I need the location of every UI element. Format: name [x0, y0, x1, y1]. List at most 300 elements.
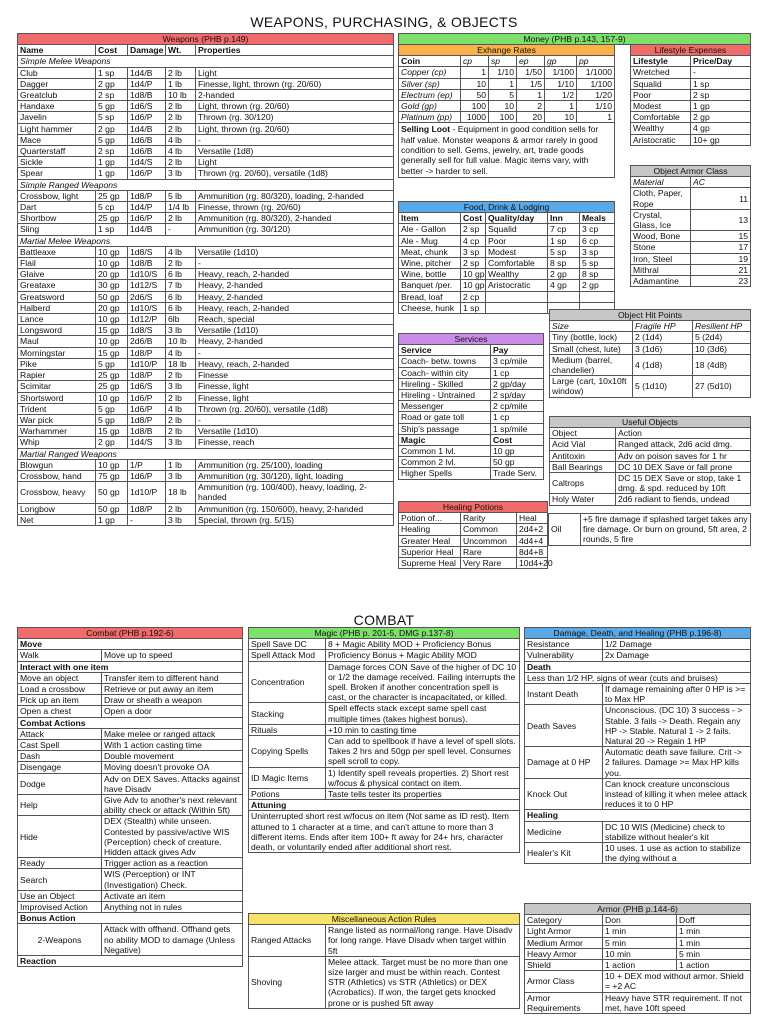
- rule-name: Healer's Kit: [525, 843, 603, 864]
- weapon-row: [18, 78, 394, 89]
- cell: 1 gp: [691, 101, 751, 112]
- cell: Wealthy: [631, 123, 691, 134]
- cell: 6 cp: [580, 235, 615, 246]
- rule-row: [249, 925, 520, 957]
- weapon-weight: 2 lb: [166, 370, 196, 381]
- weapon-weight: 2 lb: [166, 392, 196, 403]
- weapon-weight: 10 lb: [166, 90, 196, 101]
- cell: [486, 302, 548, 313]
- rate-value: 1/5: [517, 78, 545, 89]
- weapon-cost: 15 gp: [96, 347, 128, 358]
- weapon-damage: 1d4/B: [128, 67, 166, 78]
- rule-text: Transfer item to different hand: [102, 672, 243, 683]
- weapon-weight: 2 lb: [166, 213, 196, 224]
- cell: DC 15 DEX Save or stop, take 1 dmg. & spd. reduced by 10ft: [616, 473, 751, 494]
- cell: Heavy Armor: [525, 948, 603, 959]
- column-header: Coin: [399, 56, 461, 67]
- potion-row: [399, 524, 548, 535]
- weapon-cost: 50 gp: [96, 291, 128, 302]
- rate-value: 5: [489, 89, 517, 100]
- rule-row: [18, 684, 243, 695]
- weapon-cost: 10 gp: [96, 459, 128, 470]
- group-label: Simple Melee Weapons: [18, 56, 394, 67]
- exchange-row: [399, 112, 615, 123]
- weapon-damage: 1d6/P: [128, 392, 166, 403]
- cell: Holy Water: [550, 494, 616, 505]
- rule-text: Adv on DEX Saves. Attacks against have Disadv: [102, 773, 243, 794]
- weapon-damage: 1/P: [128, 459, 166, 470]
- weapon-cost: 1 gp: [96, 168, 128, 179]
- rule-name: Spell Attack Mod: [249, 650, 326, 661]
- object-ac-row: [631, 253, 751, 264]
- weapon-damage: 1d4/P: [128, 78, 166, 89]
- cell: 7 cp: [548, 224, 580, 235]
- weapon-cost: 1 gp: [96, 157, 128, 168]
- rule-row: [18, 728, 243, 739]
- weapon-weight: 6 lb: [166, 302, 196, 313]
- weapon-cost: 50 gp: [96, 482, 128, 503]
- weapon-properties: Heavy, reach, 2-handed: [196, 302, 394, 313]
- column-header: Wt.: [166, 45, 196, 56]
- rule-name: Walk: [18, 650, 102, 661]
- cell: Comfortable: [486, 258, 548, 269]
- rate-value: 1/1000: [577, 67, 615, 78]
- rule-name: Attack: [18, 728, 102, 739]
- service-row: [399, 401, 544, 412]
- service-row: [399, 378, 544, 389]
- cell: Ranged attack, 2d6 acid dmg.: [616, 439, 751, 450]
- weapon-damage: 1d6/B: [128, 134, 166, 145]
- weapon-name: Halberd: [18, 302, 96, 313]
- weapon-damage: 1d6/P: [128, 403, 166, 414]
- rule-name: ID Magic Items: [249, 767, 326, 788]
- weapon-cost: 20 gp: [96, 269, 128, 280]
- header-row: [525, 904, 751, 915]
- column-header-row: [399, 56, 615, 67]
- weapon-weight: 4 lb: [166, 146, 196, 157]
- rule-text: Can add to spellbook if have a level of spell slots. Takes 2 hrs and 50gp per spell level. Consumes spell scroll to copy.: [326, 736, 520, 768]
- weapon-cost: 2 gp: [96, 123, 128, 134]
- potion-row: [399, 558, 548, 569]
- weapon-cost: 25 gp: [96, 381, 128, 392]
- cell: 5 sp: [580, 258, 615, 269]
- cell: Hireling - Skilled: [399, 378, 491, 389]
- weapon-cost: 10 gp: [96, 336, 128, 347]
- rate-value: 1: [461, 67, 489, 78]
- rule-name: Dodge: [18, 773, 102, 794]
- weapon-cost: 10 gp: [96, 246, 128, 257]
- rate-value: 50: [461, 89, 489, 100]
- rule-row: [249, 736, 520, 768]
- hp-row: [550, 332, 751, 343]
- group-row: [18, 235, 394, 246]
- cell: Comfortable: [631, 112, 691, 123]
- cell: Ship's passage: [399, 423, 491, 434]
- weapon-name: Mace: [18, 134, 96, 145]
- column-header: sp: [489, 56, 517, 67]
- weapon-cost: 5 gp: [96, 414, 128, 425]
- cell: 10 (3d6): [693, 343, 751, 354]
- rule-text: Activate an item: [102, 890, 243, 901]
- weapon-properties: Ammunition (rg. 25/100), loading: [196, 459, 394, 470]
- cell: Uncommon: [461, 535, 517, 546]
- hp-row: [550, 376, 751, 397]
- header-row: [399, 202, 615, 213]
- rule-name: Hide: [18, 816, 102, 858]
- weapon-weight: 4 lb: [166, 134, 196, 145]
- armor-row: [525, 926, 751, 937]
- rule-text: Make melee or ranged attack: [102, 728, 243, 739]
- weapon-name: Dagger: [18, 78, 96, 89]
- rule-row: [525, 747, 751, 779]
- rule-name: Use an Object: [18, 890, 102, 901]
- weapon-row: [18, 482, 394, 503]
- weapon-row: [18, 134, 394, 145]
- rate-value: 1/50: [517, 67, 545, 78]
- cell: 1 min: [677, 926, 751, 937]
- food-row: [399, 258, 615, 269]
- rule-name: Spell Save DC: [249, 639, 326, 650]
- hp-row: [550, 354, 751, 375]
- rule-row: [249, 956, 520, 1008]
- cell: 2 gp: [580, 280, 615, 291]
- weapon-weight: 4 lb: [166, 246, 196, 257]
- rule-row: [249, 639, 520, 650]
- header-row: [399, 334, 544, 345]
- header-row: [525, 628, 751, 639]
- damage-header: Damage, Death, and Healing (PHB p.196-8): [525, 628, 751, 639]
- cell: 13: [691, 209, 751, 230]
- cell: 3 sp: [461, 246, 486, 257]
- weapon-cost: 5 sp: [96, 112, 128, 123]
- cell: 50 gp: [491, 457, 544, 468]
- cell: 4 (1d8): [633, 354, 693, 375]
- rule-row: [525, 810, 751, 821]
- weapon-cost: 5 gp: [96, 101, 128, 112]
- cell: Medium (barrel, chandelier): [550, 354, 633, 375]
- column-header: Category: [525, 915, 603, 926]
- header-row: [631, 166, 751, 177]
- rule-row: [18, 869, 243, 890]
- coin-name: Copper (cp): [399, 67, 461, 78]
- cell: Meat, chunk: [399, 246, 461, 257]
- service-row: [399, 356, 544, 367]
- weapon-weight: 4 lb: [166, 403, 196, 414]
- header-row: [18, 34, 394, 45]
- cell: 5 sp: [548, 246, 580, 257]
- weapon-row: [18, 67, 394, 78]
- healing-potions-header: Healing Potions: [399, 502, 548, 513]
- cell: Coach- within city: [399, 367, 491, 378]
- header-row: [249, 628, 520, 639]
- weapon-name: Shortsword: [18, 392, 96, 403]
- weapon-cost: 10 gp: [96, 314, 128, 325]
- group-label: Martial Ranged Weapons: [18, 448, 394, 459]
- cell: 17: [691, 242, 751, 253]
- header-row: [399, 45, 615, 56]
- cell: Mithral: [631, 264, 691, 275]
- weapon-name: Flail: [18, 258, 96, 269]
- weapon-properties: Finesse, thrown (rg. 20/60): [196, 202, 394, 213]
- rule-name: Knock Out: [525, 778, 603, 810]
- cell: [548, 291, 580, 302]
- weapon-cost: 1 gp: [96, 514, 128, 525]
- weapon-cost: 1 sp: [96, 67, 128, 78]
- rule-name: Damage at 0 HP: [525, 747, 603, 779]
- weapon-row: [18, 414, 394, 425]
- rule-text: Draw or sheath a weapon: [102, 695, 243, 706]
- weapon-weight: 4 lb: [166, 347, 196, 358]
- cell: 2 gp/day: [491, 378, 544, 389]
- weapon-weight: 3 lb: [166, 325, 196, 336]
- weapon-damage: 1d4/P: [128, 202, 166, 213]
- misc-actions-table: [248, 913, 520, 1009]
- weapon-damage: 1d8/P: [128, 414, 166, 425]
- cell: 1 action: [603, 960, 677, 971]
- cell: Adv on poison saves for 1 hr: [616, 450, 751, 461]
- cell: DC 10 DEX Save or fall prone: [616, 461, 751, 472]
- weapon-weight: 2 lb: [166, 503, 196, 514]
- weapon-name: Spear: [18, 168, 96, 179]
- cell: Light Armor: [525, 926, 603, 937]
- column-header: Name: [18, 45, 96, 56]
- weapon-damage: 2d6/B: [128, 336, 166, 347]
- cell: Aristocratic: [486, 280, 548, 291]
- lifestyle-row: [631, 134, 751, 145]
- object-ac-row: [631, 242, 751, 253]
- useful-row: [550, 473, 751, 494]
- weapon-properties: Reach, special: [196, 314, 394, 325]
- rule-row: [18, 956, 243, 967]
- exchange-table: [398, 44, 615, 178]
- service-row: [399, 423, 544, 434]
- weapon-weight: 3 lb: [166, 470, 196, 481]
- weapon-damage: 1d8/B: [128, 258, 166, 269]
- weapons-header: Weapons (PHB p.149): [18, 34, 394, 45]
- weapon-properties: Finesse, light: [196, 392, 394, 403]
- cell: 10d4+20: [517, 558, 548, 569]
- rule-name: Load a crossbow: [18, 684, 102, 695]
- cell: Stone: [631, 242, 691, 253]
- weapon-cost: 5 gp: [96, 358, 128, 369]
- weapon-properties: -: [196, 347, 394, 358]
- weapon-name: Dart: [18, 202, 96, 213]
- rate-value: 1: [545, 101, 577, 112]
- weapon-properties: Finesse: [196, 370, 394, 381]
- cell: 15: [691, 231, 751, 242]
- header-row: [631, 45, 751, 56]
- cell: 1 sp/mile: [491, 423, 544, 434]
- weapon-name: Longbow: [18, 503, 96, 514]
- healing-potions-table: [398, 501, 553, 569]
- rate-value: 1: [577, 112, 615, 123]
- exchange-header: Exhange Rates: [399, 45, 615, 56]
- weapon-damage: 1d8/P: [128, 190, 166, 201]
- column-header: Material: [631, 177, 691, 188]
- rule-text: 8 + Magic Ability MOD + Proficiency Bonus: [326, 639, 520, 650]
- weapon-damage: 1d6/P: [128, 168, 166, 179]
- column-header: Don: [603, 915, 677, 926]
- rule-text: Move up to speed: [102, 650, 243, 661]
- weapon-weight: 2 lb: [166, 67, 196, 78]
- weapon-cost: 20 gp: [96, 302, 128, 313]
- weapon-row: [18, 258, 394, 269]
- lifestyle-row: [631, 101, 751, 112]
- column-header: ep: [517, 56, 545, 67]
- cell: Ball Bearings: [550, 461, 616, 472]
- weapon-name: Greatsword: [18, 291, 96, 302]
- cell: Squalid: [631, 78, 691, 89]
- rate-value: 1/10: [577, 101, 615, 112]
- column-header: Cost: [96, 45, 128, 56]
- weapon-cost: 10 gp: [96, 258, 128, 269]
- weapon-properties: Thrown (rg. 20/60), versatile (1d8): [196, 168, 394, 179]
- cell: 3 cp: [580, 224, 615, 235]
- rule-text: Anything not in rules: [102, 902, 243, 913]
- weapon-name: Crossbow, light: [18, 190, 96, 201]
- combat-title: COMBAT: [353, 612, 415, 628]
- group-label: Martial Melee Weapons: [18, 235, 394, 246]
- column-header: Inn: [548, 213, 580, 224]
- weapon-cost: 10 gp: [96, 392, 128, 403]
- weapon-damage: 1d8/P: [128, 370, 166, 381]
- rate-value: 10: [461, 78, 489, 89]
- weapon-cost: 2 gp: [96, 78, 128, 89]
- rule-row: [18, 695, 243, 706]
- weapon-damage: 1d8/S: [128, 325, 166, 336]
- rate-value: 1/100: [545, 67, 577, 78]
- weapon-properties: Versatile (1d8): [196, 146, 394, 157]
- column-header-row: [525, 915, 751, 926]
- weapon-damage: 1d6/S: [128, 101, 166, 112]
- lifestyle-row: [631, 89, 751, 100]
- cell: 5 (1d10): [633, 376, 693, 397]
- cell: 18 (4d8): [693, 354, 751, 375]
- section-label: Reaction: [18, 956, 243, 967]
- column-header: Price/Day: [691, 56, 751, 67]
- weapon-cost: 2 gp: [96, 437, 128, 448]
- selling-loot-label: Selling Loot: [401, 124, 451, 135]
- rule-row: [18, 762, 243, 773]
- weapon-cost: 25 gp: [96, 190, 128, 201]
- cell: 5 (2d4): [693, 332, 751, 343]
- rule-name: Disengage: [18, 762, 102, 773]
- weapon-name: Club: [18, 67, 96, 78]
- cell: Cloth, Paper, Rope: [631, 188, 691, 209]
- cell: Wine, pitcher: [399, 258, 461, 269]
- weapon-damage: 1d8/B: [128, 426, 166, 437]
- weapon-properties: Versatile (1d10): [196, 426, 394, 437]
- cell: -: [691, 67, 751, 78]
- weapon-row: [18, 280, 394, 291]
- weapon-row: [18, 146, 394, 157]
- oil-row: [549, 514, 751, 546]
- weapon-row: [18, 358, 394, 369]
- weapon-cost: 5 cp: [96, 202, 128, 213]
- cell: 3 (1d6): [633, 343, 693, 354]
- rule-row: [525, 821, 751, 842]
- cell: Wretched: [631, 67, 691, 78]
- column-header: Damage: [128, 45, 166, 56]
- weapon-properties: Heavy, reach, 2-handed: [196, 269, 394, 280]
- header-row: [550, 417, 751, 428]
- cell: 5 min: [603, 937, 677, 948]
- rule-name: Help: [18, 795, 102, 816]
- column-header: Cost: [491, 434, 544, 445]
- rule-row: [18, 672, 243, 683]
- armor-row: [525, 937, 751, 948]
- cell: Trade Serv.: [491, 468, 544, 479]
- cell: Squalid: [486, 224, 548, 235]
- weapon-damage: 1d8/S: [128, 246, 166, 257]
- weapon-weight: 2 lb: [166, 426, 196, 437]
- cell: Common 1 lvl.: [399, 446, 491, 457]
- weapons-table: [17, 33, 394, 526]
- weapon-row: [18, 101, 394, 112]
- cell: 2 sp: [461, 224, 486, 235]
- rule-name: Ready: [18, 858, 102, 869]
- cell: [580, 291, 615, 302]
- weapon-row: [18, 392, 394, 403]
- weapon-name: Greataxe: [18, 280, 96, 291]
- lifestyle-table: [630, 44, 751, 146]
- rule-text: Double movement: [102, 751, 243, 762]
- cell: Acid Vial: [550, 439, 616, 450]
- rule-text: Range listed as normal/long range. Have Disadv for long range. Have Disadv when target within 5ft: [326, 925, 520, 957]
- rate-value: 1/10: [545, 78, 577, 89]
- weapon-weight: 1 lb: [166, 78, 196, 89]
- weapon-properties: Light: [196, 157, 394, 168]
- rule-name: Shoving: [249, 956, 326, 1008]
- rule-row: [18, 902, 243, 913]
- weapon-name: Sling: [18, 224, 96, 235]
- weapon-row: [18, 168, 394, 179]
- food-row: [399, 269, 615, 280]
- rule-name: Cast Spell: [18, 740, 102, 751]
- page-title: WEAPONS, PURCHASING, & OBJECTS: [250, 14, 518, 30]
- rate-value: 10: [489, 101, 517, 112]
- useful-objects-header: Useful Objects: [550, 417, 751, 428]
- weapon-properties: Versatile (1d10): [196, 246, 394, 257]
- weapon-cost: 25 gp: [96, 370, 128, 381]
- weapon-name: Crossbow, hand: [18, 470, 96, 481]
- rule-text: 10 uses. 1 use as action to stabilize the dying without a: [603, 843, 751, 864]
- weapon-weight: 1/4 lb: [166, 202, 196, 213]
- column-header: Potion of...: [399, 513, 461, 524]
- cell: Modest: [631, 101, 691, 112]
- rule-row: [18, 740, 243, 751]
- cell: Coach- betw. towns: [399, 356, 491, 367]
- weapon-cost: 5 gp: [96, 403, 128, 414]
- weapon-cost: 1 sp: [96, 224, 128, 235]
- weapon-weight: 2 lb: [166, 101, 196, 112]
- rule-name: 2-Weapons: [18, 924, 102, 956]
- service-row: [399, 367, 544, 378]
- exchange-row: [399, 67, 615, 78]
- weapon-damage: 1d12/S: [128, 280, 166, 291]
- weapon-weight: 6 lb: [166, 269, 196, 280]
- rule-text: If damage remaining after 0 HP is >= to Max HP: [603, 684, 751, 705]
- cell: 1 sp: [548, 235, 580, 246]
- cell: Antitoxin: [550, 450, 616, 461]
- weapon-weight: 5 lb: [166, 190, 196, 201]
- cell: 1 min: [677, 937, 751, 948]
- cell: 4 gp: [548, 280, 580, 291]
- magic-service-row: [399, 446, 544, 457]
- rule-text: Heavy have STR requirement. If not met, have 10ft speed: [603, 992, 751, 1013]
- useful-row: [550, 494, 751, 505]
- cell: Higher Spells: [399, 468, 491, 479]
